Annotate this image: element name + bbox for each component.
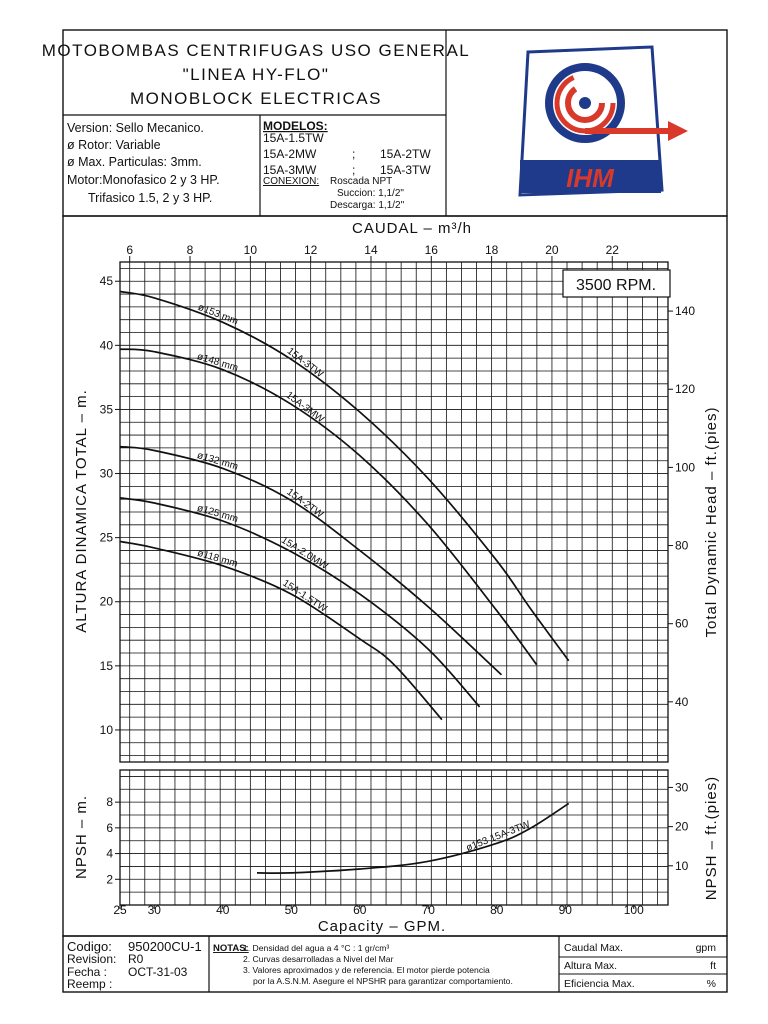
- caudal-tick-label: 14: [364, 243, 378, 257]
- npsh-y2-axis-title: NPSH – ft.(pies): [703, 775, 720, 901]
- head-ft-tick-label: 120: [675, 382, 696, 397]
- head-curve: [120, 292, 569, 661]
- npsh-right-ticks: [668, 780, 689, 872]
- caudal-max-label: Caudal Max.: [564, 942, 623, 954]
- caudal-tick-label: 20: [545, 243, 559, 257]
- note-1: 1. Densidad del agua a 4 °C : 1 gr/cm³: [243, 943, 390, 953]
- head-left-ticks: [100, 274, 120, 737]
- header: [42, 30, 727, 216]
- note-2: 2. Curvas desarrolladas a Nivel del Mar: [243, 954, 394, 964]
- title-line-3: MONOBLOCK ELECTRICAS: [130, 89, 382, 108]
- impeller-diameter-label: ø148 mm: [195, 351, 240, 375]
- footer: [63, 936, 727, 992]
- npsh-curve-label: ø153 15A-3TW: [464, 819, 532, 854]
- logo-arrow-shaft: [585, 128, 673, 134]
- impeller-diameter-label: ø125 mm: [195, 502, 240, 526]
- model-separator-2: ;: [352, 163, 356, 177]
- caudal-tick-label: 10: [243, 243, 258, 257]
- revision-value: R0: [128, 952, 144, 966]
- head-curve: [120, 498, 480, 707]
- spec-rotor: ø Rotor: Variable: [67, 138, 161, 152]
- revision-label: Revision:: [67, 952, 117, 966]
- head-y2-axis-title: Total Dynamic Head – ft.(pies): [703, 406, 720, 638]
- title-line-2: "LINEA HY-FLO": [182, 65, 330, 84]
- head-y-tick-label: 30: [99, 466, 113, 481]
- logo-core: [579, 97, 591, 109]
- conexion-label: CONEXION:: [263, 176, 320, 187]
- head-y-tick-label: 45: [99, 274, 113, 289]
- head-y-tick-label: 40: [99, 338, 113, 353]
- models-heading: MODELOS:: [263, 119, 328, 133]
- model-curve-label: 15A-1.5TW: [280, 577, 329, 615]
- npsh-ft-tick-label: 10: [675, 858, 689, 873]
- model-15a-2mw: 15A-2MW: [263, 147, 317, 161]
- spec-version: Version: Sello Mecanico.: [67, 121, 204, 135]
- npsh-chart: [73, 770, 720, 935]
- caudal-tick-label: 16: [424, 243, 438, 257]
- head-ft-tick-label: 140: [675, 304, 696, 319]
- caudal-tick-label: 22: [605, 243, 619, 257]
- gpm-tick-label: 90: [558, 903, 572, 917]
- gpm-tick-label: 25: [113, 903, 127, 917]
- npsh-plot-border: [120, 770, 668, 905]
- head-curves: [120, 292, 569, 720]
- conexion-type: Roscada NPT: [330, 176, 393, 187]
- head-ft-tick-label: 80: [675, 538, 689, 553]
- altura-max-unit: ft: [710, 960, 716, 972]
- model-15a-1-5tw: 15A-1.5TW: [263, 131, 324, 145]
- note-4: por la A.S.N.M. Asegure el NPSHR para garantizar comportamiento.: [253, 976, 513, 986]
- npsh-y-axis-title: NPSH – m.: [73, 794, 90, 880]
- caudal-tick-label: 18: [484, 243, 499, 257]
- head-ft-tick-label: 40: [675, 694, 689, 709]
- fecha-label: Fecha :: [67, 965, 108, 979]
- caudal-tick-label: 8: [186, 243, 194, 257]
- gpm-tick-label: 60: [353, 903, 367, 917]
- head-curve: [120, 542, 442, 720]
- reemp-label: Reemp :: [67, 977, 113, 991]
- model-separator-1: ;: [352, 147, 356, 161]
- caudal-tick-label: 6: [126, 243, 134, 257]
- head-y-tick-label: 10: [99, 722, 113, 737]
- head-top-ticks: [126, 243, 619, 262]
- caudal-tick-label: 12: [303, 243, 318, 257]
- model-15a-3tw: 15A-3TW: [380, 163, 431, 177]
- ihm-logo: [520, 47, 688, 195]
- notas-label: NOTAS:: [213, 943, 249, 954]
- model-curve-label: 15A-2TW: [284, 486, 326, 521]
- model-curve-label: 15A-2.0MW: [279, 534, 330, 572]
- npsh-left-ticks: [106, 795, 120, 886]
- rpm-label: 3500 RPM.: [575, 277, 657, 294]
- npsh-y-tick-label: 2: [106, 872, 113, 887]
- note-3: 3. Valores aproximados y de referencia. El motor pierde potencia: [243, 965, 490, 975]
- head-y-tick-label: 15: [99, 658, 113, 673]
- codigo-label: Codigo:: [67, 939, 112, 954]
- model-curve-label: 15A-3TW: [284, 345, 325, 381]
- gpm-tick-label: 50: [284, 903, 298, 917]
- npsh-y-tick-label: 6: [106, 820, 113, 835]
- title-line-1: MOTOBOMBAS CENTRIFUGAS USO GENERAL: [41, 41, 471, 60]
- gpm-tick-label: 100: [623, 903, 644, 917]
- npsh-ft-tick-label: 20: [675, 819, 689, 834]
- caudal-axis-title: CAUDAL – m³/h: [352, 220, 472, 237]
- fecha-value: OCT-31-03: [128, 965, 188, 979]
- capacity-axis-title: Capacity – GPM.: [317, 918, 447, 935]
- logo-text: IHM: [566, 163, 614, 193]
- head-y-tick-label: 35: [99, 402, 113, 417]
- head-ft-tick-label: 100: [675, 460, 696, 475]
- altura-max-label: Altura Max.: [564, 960, 618, 972]
- npsh-y-tick-label: 8: [106, 795, 113, 810]
- impeller-diameter-label: ø118 mm: [195, 547, 239, 570]
- head-right-ticks: [668, 304, 695, 709]
- head-ft-tick-label: 60: [675, 616, 689, 631]
- gpm-tick-label: 80: [490, 903, 504, 917]
- head-y-tick-label: 25: [99, 530, 113, 545]
- gpm-tick-label: 30: [147, 903, 161, 917]
- npsh-ft-tick-label: 30: [675, 780, 689, 795]
- impeller-diameter-label: ø132 mm: [195, 450, 240, 473]
- conexion-succion: Succion: 1,1/2": [337, 188, 404, 199]
- model-curve-label: 15A-3MW: [283, 389, 326, 426]
- npsh-y-tick-label: 4: [106, 846, 113, 861]
- head-chart: [73, 220, 720, 762]
- gpm-tick-label: 70: [421, 903, 435, 917]
- impeller-diameter-label: ø153 mm: [196, 301, 240, 328]
- head-y-axis-title: ALTURA DINAMICA TOTAL – m.: [73, 389, 90, 633]
- model-15a-3mw: 15A-3MW: [263, 163, 317, 177]
- caudal-max-unit: gpm: [695, 942, 716, 954]
- codigo-value: 950200CU-1: [128, 939, 202, 954]
- model-15a-2tw: 15A-2TW: [380, 147, 431, 161]
- conexion-descarga: Descarga: 1,1/2": [330, 200, 405, 211]
- npsh-grid: [120, 770, 668, 905]
- spec-particles: ø Max. Particulas: 3mm.: [67, 155, 202, 169]
- spec-motor-tri: Trifasico 1.5, 2 y 3 HP.: [88, 191, 213, 205]
- head-y-tick-label: 20: [99, 594, 113, 609]
- logo-arrow-head: [668, 121, 688, 141]
- spec-motor-mono: Motor:Monofasico 2 y 3 HP.: [67, 173, 220, 187]
- eficiencia-max-label: Eficiencia Max.: [564, 978, 635, 990]
- gpm-tick-label: 40: [216, 903, 230, 917]
- eficiencia-max-unit: %: [706, 978, 716, 990]
